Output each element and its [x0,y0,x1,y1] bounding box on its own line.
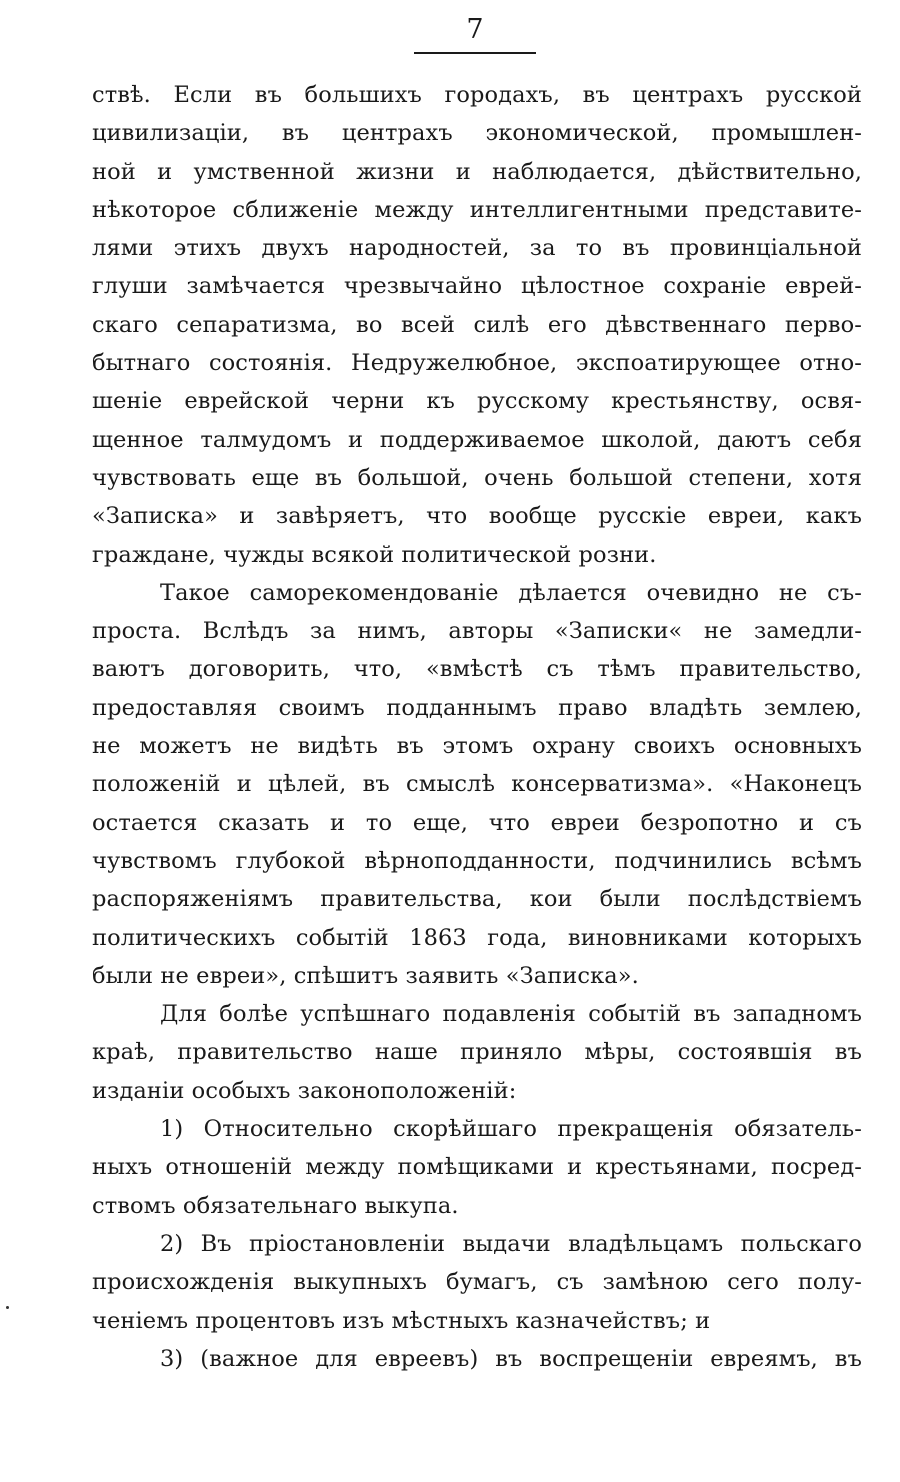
text-line: Для болѣе успѣшнаго подавленія событій въ западномъ [160,1001,862,1028]
text-line: распоряженіямъ правительства, кои были послѣдствіемъ [92,886,862,913]
text-line: граждане, чужды всякой политической розни. [92,541,657,568]
text-line: остается сказать и то еще, что евреи безропотно и съ [92,809,862,836]
text-line: шеніе еврейской черни къ русскому крестьянству, освя- [92,388,862,415]
text-line: «Записка» и завѣряетъ, что вообще русскіе евреи, какъ [92,503,862,530]
text-line: нѣкоторое сближеніе между интеллигентными представите- [92,196,862,223]
header-rule [414,52,536,54]
text-line: ныхъ отношеній между помѣщиками и крестьянами, посред- [92,1154,862,1181]
text-line: были не евреи», спѣшитъ заявить «Записка». [92,962,639,989]
text-line: ной и умственной жизни и наблюдается, дѣйствительно, [92,158,862,185]
text-line: краѣ, правительство наше приняло мѣры, состоявшія въ [92,1039,862,1066]
text-line: глуши замѣчается чрезвычайно цѣлостное сохраніе еврей- [92,273,862,300]
text-line: цивилизаціи, въ центрахъ экономической, промышлен- [92,120,862,147]
text-line: скаго сепаратизма, во всей силѣ его дѣвственнаго перво- [92,311,862,338]
text-line: лями этихъ двухъ народностей, за то въ провинціальной [92,235,862,262]
body-text [92,76,862,1378]
text-line: ваютъ договорить, что, «вмѣстѣ съ тѣмъ правительство, [92,656,862,683]
text-line: Такое саморекомендованіе дѣлается очевидно не съ- [160,579,862,606]
text-line: предоставляя своимъ подданнымъ право владѣть землею, [92,694,862,721]
text-line: изданіи особыхъ законоположеній: [92,1077,517,1104]
text-line: 3) (важное для евреевъ) въ воспрещеніи евреямъ, въ [160,1345,862,1372]
text-line: щенное талмудомъ и поддерживаемое школой, даютъ себя [92,426,862,453]
text-line: ченіемъ процентовъ изъ мѣстныхъ казначействъ; и [92,1307,711,1334]
text-line: положеній и цѣлей, въ смыслѣ консерватизма». «Наконецъ [92,771,862,798]
text-line: не можетъ не видѣть въ этомъ охрану своихъ основныхъ [92,733,862,760]
paper-speck [6,1306,9,1309]
text-line: чувствовать еще въ большой, очень большой степени, хотя [92,464,862,491]
page-number: 7 [466,14,484,45]
text-line: 2) Въ пріостановленіи выдачи владѣльцамъ польскаго [160,1230,862,1257]
page-header [0,14,900,46]
text-line: политическихъ событій 1863 года, виновниками которыхъ [92,924,862,951]
text-line: ствомъ обязательнаго выкупа. [92,1192,459,1219]
text-line: бытнаго состоянія. Недружелюбное, экспоатирующее отно- [92,350,862,377]
text-line: ствѣ. Если въ большихъ городахъ, въ центрахъ русской [92,82,862,108]
text-line: проста. Вслѣдъ за нимъ, авторы «Записки« не замедли- [92,618,862,645]
text-line: происхожденія выкупныхъ бумагъ, съ замѣною сего полу- [92,1269,862,1296]
text-line: чувствомъ глубокой вѣрноподданности, подчинились всѣмъ [92,847,862,874]
text-line: 1) Относительно скорѣйшаго прекращенія обязатель- [160,1116,862,1143]
